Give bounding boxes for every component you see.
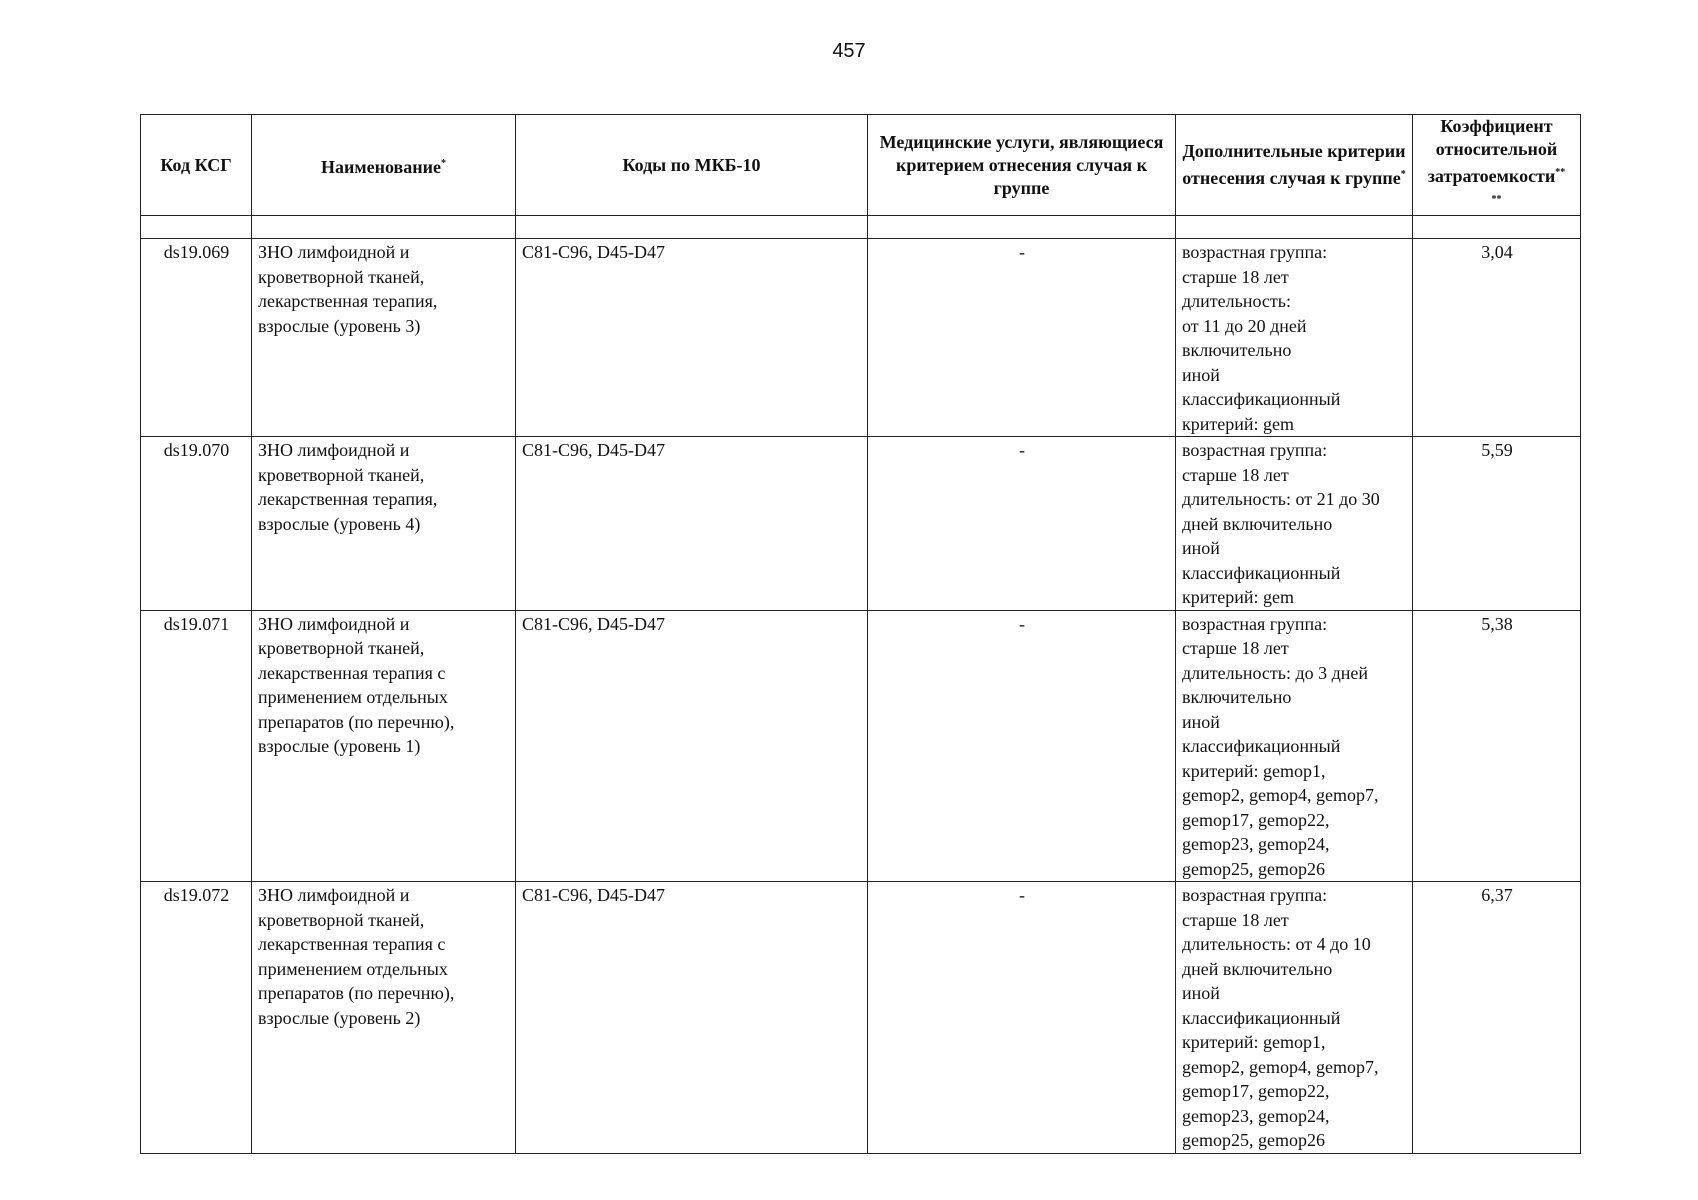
criteria-line: классификационный xyxy=(1182,1007,1341,1028)
criteria-line: возрастная группа: xyxy=(1182,242,1328,262)
criteria-line: дней включительно xyxy=(1182,958,1333,979)
criteria-line: критерий: gem xyxy=(1182,587,1294,607)
header-name-text: Наименование xyxy=(321,156,441,177)
criteria-line: gemop17, gemop22, xyxy=(1182,1081,1330,1101)
criteria-line: gemop25, gemop26 xyxy=(1182,1130,1325,1150)
criteria-cell xyxy=(1176,882,1413,1154)
ksg-name-cell: ЗНО лимфоидной и кроветворной тканей, лекарственная терапия с применением отдельных препаратов (по перечню), взрослые (уровень 1) xyxy=(252,610,516,882)
criteria-cell xyxy=(1176,437,1413,611)
criteria-cell xyxy=(1176,239,1413,437)
criteria-cell xyxy=(1176,610,1413,882)
ksg-table xyxy=(140,114,1581,1154)
services-cell: - xyxy=(868,437,1176,611)
table-row xyxy=(141,437,1581,611)
criteria-line: иной xyxy=(1182,711,1220,732)
criteria-line: от 11 до 20 дней xyxy=(1182,315,1307,336)
criteria-line: старше 18 лет xyxy=(1182,464,1289,485)
header-criteria-footnote-mark: * xyxy=(1400,169,1406,180)
criteria-line: классификационный xyxy=(1182,389,1341,409)
services-cell: - xyxy=(868,882,1176,1154)
header-criteria-text: Дополнительные критерии отнесения случая к группе xyxy=(1182,141,1406,188)
ksg-code-cell: ds19.071 xyxy=(141,610,252,882)
header-coef-footnote-mark-2: ** xyxy=(1491,194,1502,205)
table-row xyxy=(141,610,1581,882)
criteria-line: возрастная группа: xyxy=(1182,885,1328,905)
mkb-codes-cell: C81-C96, D45-D47 xyxy=(516,882,868,1154)
criteria-line: дней включительно xyxy=(1182,513,1333,534)
criteria-line: длительность: до 3 дней xyxy=(1182,662,1369,683)
criteria-line: длительность: от 21 до 30 xyxy=(1182,489,1380,509)
criteria-line: классификационный xyxy=(1182,562,1341,583)
ksg-code-cell: ds19.069 xyxy=(141,239,252,437)
header-mkb: Коды по МКБ-10 xyxy=(516,115,868,216)
spacer-cell xyxy=(1176,216,1413,239)
criteria-line: критерий: gemop1, xyxy=(1182,760,1326,781)
mkb-codes-cell: C81-C96, D45-D47 xyxy=(516,610,868,882)
criteria-line: gemop2, gemop4, gemop7, xyxy=(1182,785,1379,805)
table-row xyxy=(141,882,1581,1154)
mkb-codes-cell: C81-C96, D45-D47 xyxy=(516,437,868,611)
header-code: Код КСГ xyxy=(141,115,252,216)
criteria-line: иной xyxy=(1182,983,1220,1003)
criteria-line: возрастная группа: xyxy=(1182,613,1328,634)
table-header-row xyxy=(141,115,1581,216)
criteria-line: gemop25, gemop26 xyxy=(1182,858,1325,879)
criteria-line: gemop23, gemop24, xyxy=(1182,1105,1330,1126)
table-spacer-row xyxy=(141,216,1581,239)
criteria-line: длительность: от 4 до 10 xyxy=(1182,934,1371,954)
criteria-line: возрастная группа: xyxy=(1182,440,1328,460)
criteria-line: старше 18 лет xyxy=(1182,266,1289,287)
ksg-name-cell: ЗНО лимфоидной и кроветворной тканей, лекарственная терапия, взрослые (уровень 3) xyxy=(252,239,516,437)
spacer-cell xyxy=(868,216,1176,239)
criteria-line: классификационный xyxy=(1182,736,1341,756)
ksg-name-cell: ЗНО лимфоидной и кроветворной тканей, лекарственная терапия, взрослые (уровень 4) xyxy=(252,437,516,611)
criteria-line: иной xyxy=(1182,364,1220,385)
ksg-code-cell: ds19.072 xyxy=(141,882,252,1154)
spacer-cell xyxy=(141,216,252,239)
coefficient-cell: 5,38 xyxy=(1413,610,1581,882)
coefficient-cell: 5,59 xyxy=(1413,437,1581,611)
spacer-cell xyxy=(516,216,868,239)
spacer-cell xyxy=(1413,216,1581,239)
criteria-line: gemop2, gemop4, gemop7, xyxy=(1182,1056,1379,1077)
header-coef xyxy=(1413,115,1581,216)
ksg-name-cell: ЗНО лимфоидной и кроветворной тканей, лекарственная терапия с применением отдельных препаратов (по перечню), взрослые (уровень 2) xyxy=(252,882,516,1154)
coefficient-cell: 3,04 xyxy=(1413,239,1581,437)
services-cell: - xyxy=(868,239,1176,437)
table-row xyxy=(141,239,1581,437)
header-services: Медицинские услуги, являющиеся критерием отнесения случая к группе xyxy=(868,115,1176,216)
spacer-cell xyxy=(252,216,516,239)
criteria-line: gemop23, gemop24, xyxy=(1182,834,1330,854)
criteria-line: включительно xyxy=(1182,687,1292,707)
page-number: 457 xyxy=(832,40,866,62)
services-cell: - xyxy=(868,610,1176,882)
criteria-line: длительность: xyxy=(1182,291,1291,311)
criteria-line: старше 18 лет xyxy=(1182,909,1289,930)
criteria-line: включительно xyxy=(1182,340,1292,360)
mkb-codes-cell: C81-C96, D45-D47 xyxy=(516,239,868,437)
criteria-line: старше 18 лет xyxy=(1182,638,1289,658)
header-coef-footnote-mark: ** xyxy=(1555,167,1566,178)
criteria-line: критерий: gem xyxy=(1182,413,1294,434)
header-name xyxy=(252,115,516,216)
header-coef-text: Коэффициент относительной затратоемкости xyxy=(1427,116,1558,186)
criteria-line: иной xyxy=(1182,538,1220,558)
header-criteria xyxy=(1176,115,1413,216)
criteria-line: gemop17, gemop22, xyxy=(1182,809,1330,830)
criteria-line: критерий: gemop1, xyxy=(1182,1032,1326,1052)
ksg-code-cell: ds19.070 xyxy=(141,437,252,611)
header-name-footnote-mark: * xyxy=(441,157,446,169)
coefficient-cell: 6,37 xyxy=(1413,882,1581,1154)
